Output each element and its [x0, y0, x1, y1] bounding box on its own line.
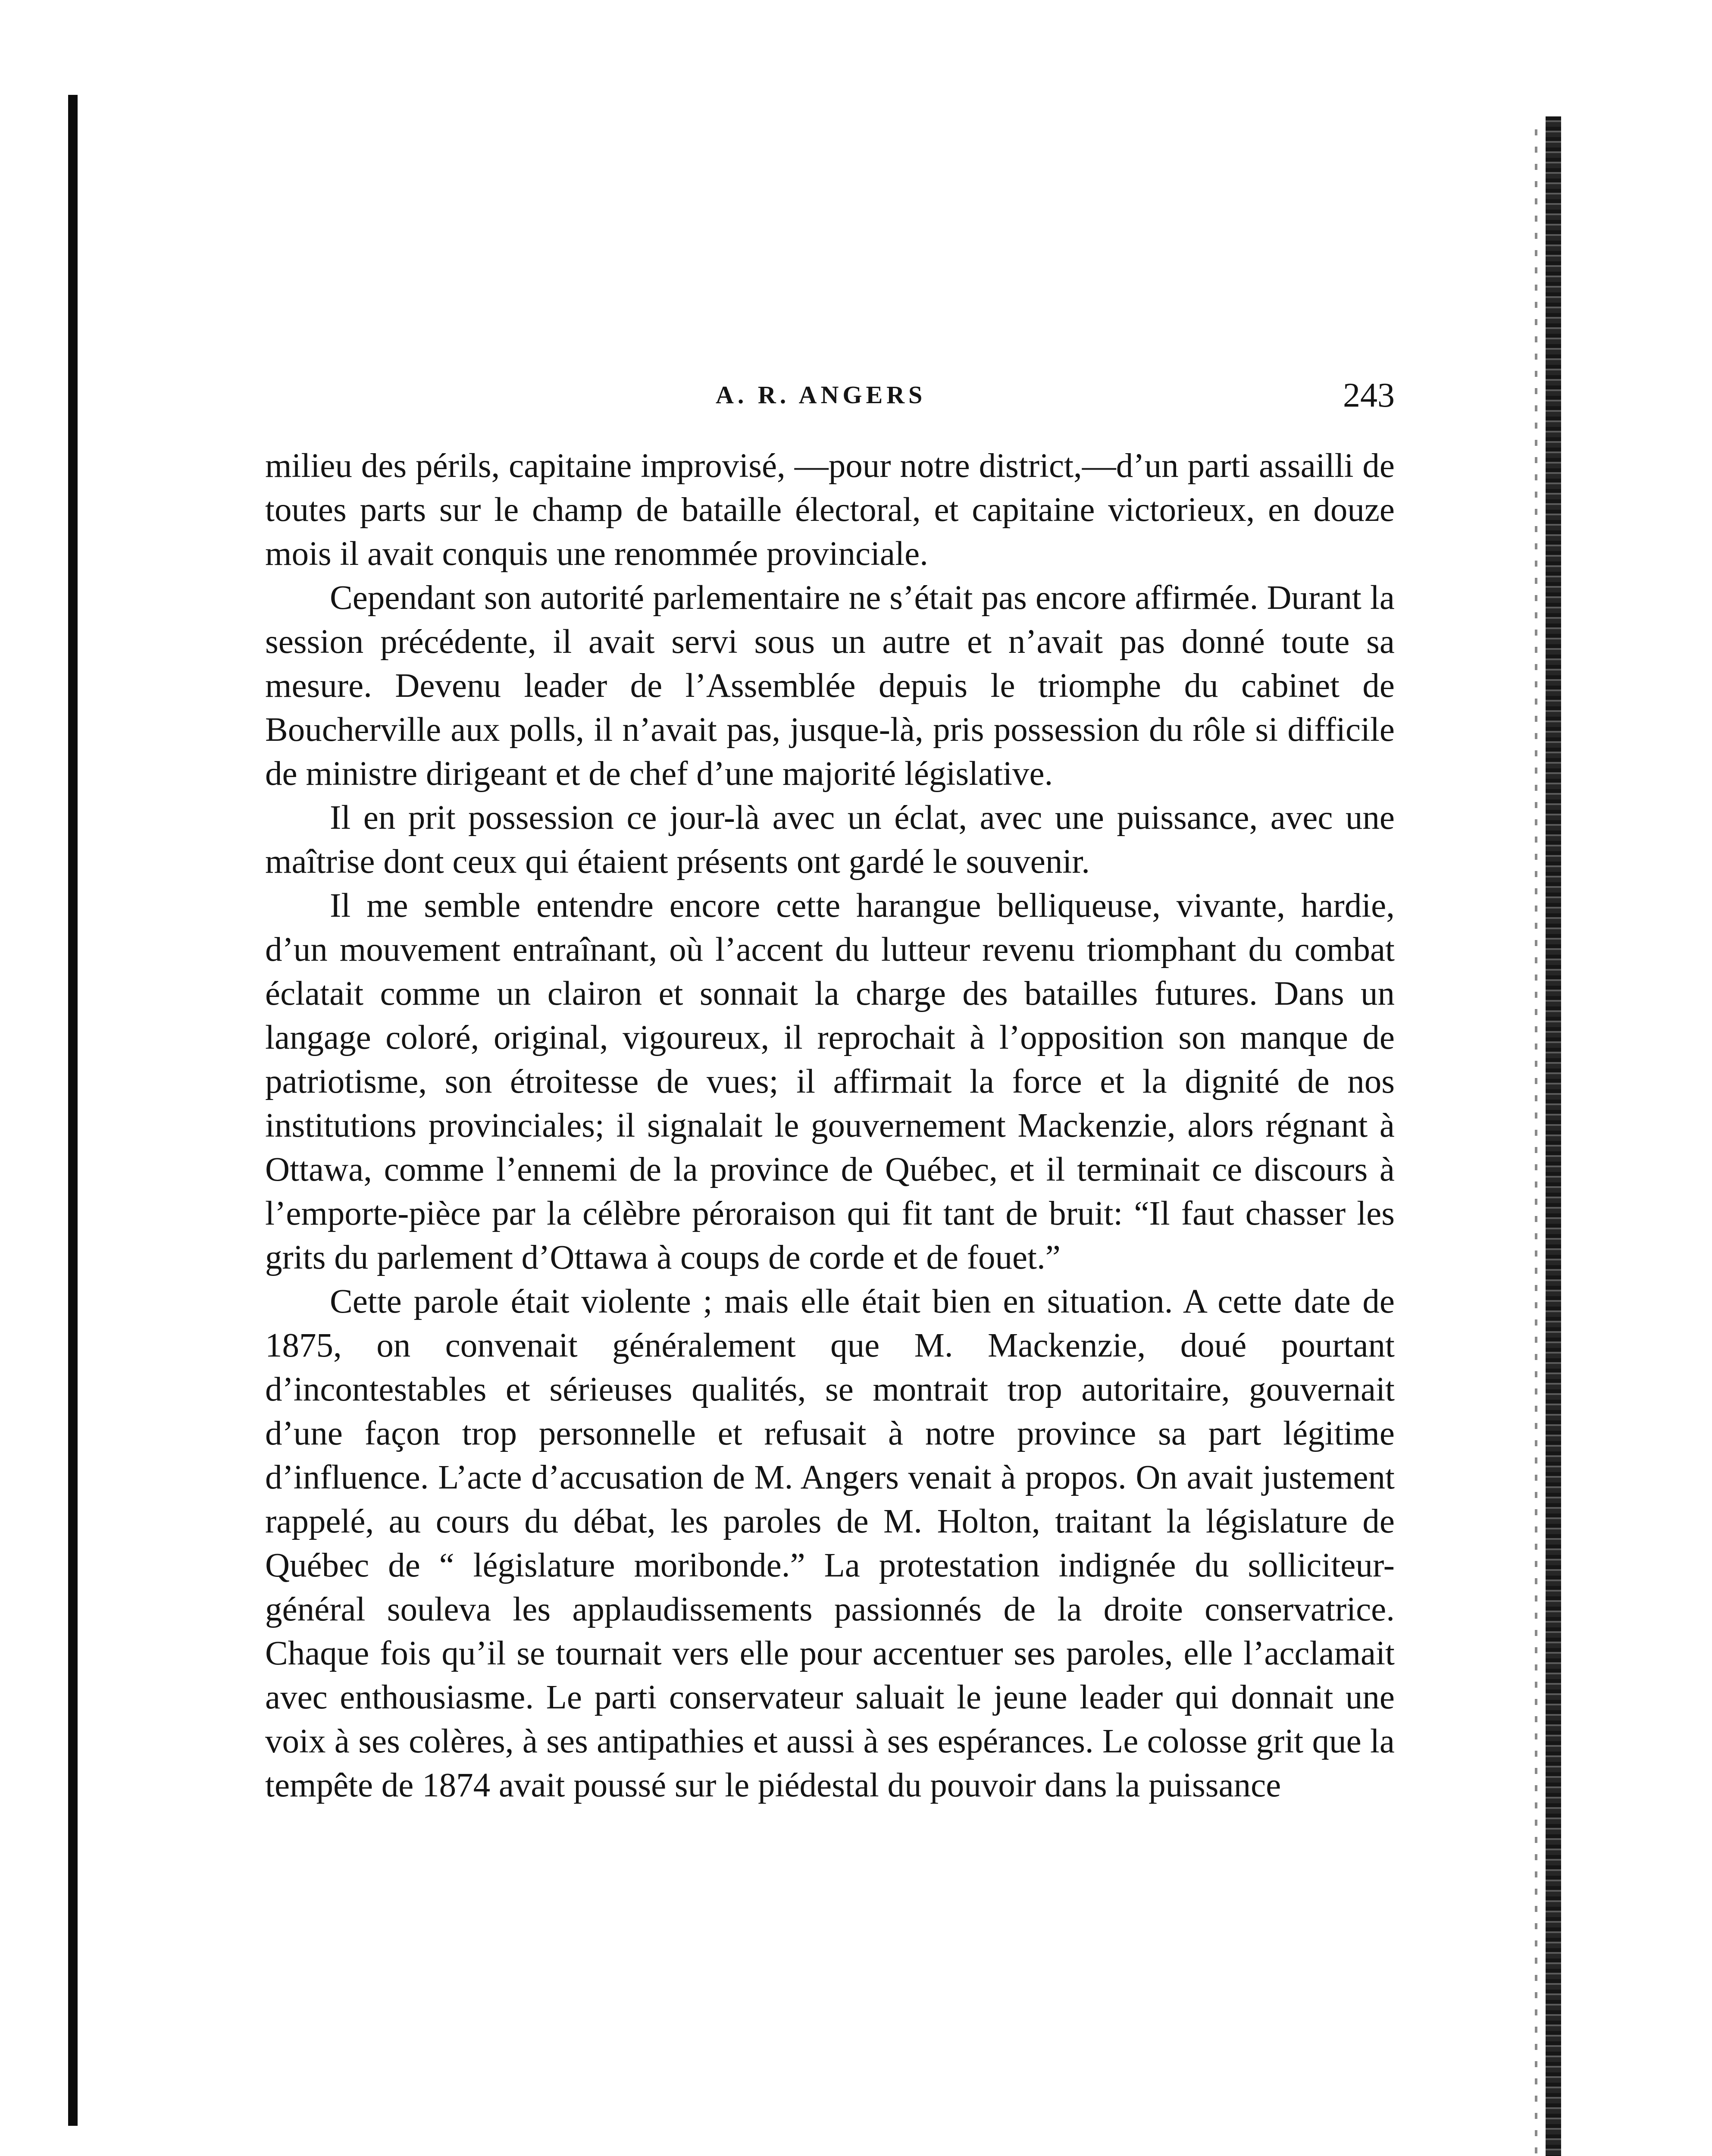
paragraph-1: milieu des périls, capitaine improvisé, —pour notre district,—d’un parti assailli de toutes parts sur le champ de bataille électoral, et capitaine victorieux, en douze mois il avait conquis une renommée provinciale.: [265, 447, 1395, 573]
paragraph-4: Il me semble entendre encore cette harangue belliqueuse, vivante, hardie, d’un mouvement entraînant, où l’accent du lutteur revenu triomphant du combat éclatait comme un clairon et sonnait la charge des batailles futures. Dans un langage coloré, original, vigoureux, il reprochait à l’opposition son manque de patriotisme, son étroitesse de vues; il affirmait la force et la dignité de nos institutions provinciales; il signalait le gouvernement Mackenzie, alors régnant à Ottawa, comme l’ennemi de la province de Québec, et il terminait ce discours à l’emporte-pièce par la célèbre péroraison qui fit tant de bruit: “Il faut chasser les grits du parlement d’Ottawa à coups de corde et de fouet.”: [265, 887, 1395, 1276]
running-head: A. R. ANGERS: [716, 381, 926, 409]
left-scan-rule: [68, 95, 78, 2126]
page-header: [265, 376, 1395, 428]
body-text: [265, 444, 1395, 1808]
page-number: 243: [1343, 376, 1395, 414]
paragraph-3: Il en prit possession ce jour-là avec un éclat, avec une puissance, avec une maîtrise dont ceux qui étaient présents ont gardé le souvenir.: [265, 799, 1395, 881]
right-page-edge: [1546, 116, 1561, 2156]
paragraph-5: Cette parole était violente ; mais elle était bien en situation. A cette date de 1875, on convenait généralement que M. Mackenzie, doué pourtant d’incontestables et sérieuses qualités, se montrait trop autoritaire, gouvernait d’une façon trop personnelle et refusait à notre province sa part légitime d’influence. L’acte d’accusation de M. Angers venait à propos. On avait justement rappelé, au cours du débat, les paroles de M. Holton, traitant la législature de Québec de “ législature moribonde.” La protestation indignée du solliciteur-général souleva les applaudissements passionnés de la droite conservatrice. Chaque fois qu’il se tournait vers elle pour accentuer ses paroles, elle l’acclamait avec enthousiasme. Le parti conservateur saluait le jeune leader qui donnait une voix à ses colères, à ses antipathies et aussi à ses espérances. Le colosse grit que la tempête de 1874 avait poussé sur le piédestal du pouvoir dans la puissance: [265, 1283, 1395, 1804]
right-edge-shadow: [1535, 129, 1537, 2156]
paragraph-2: Cependant son autorité parlementaire ne s’était pas encore affirmée. Durant la session précédente, il avait servi sous un autre et n’avait pas donné toute sa mesure. Devenu leader de l’Assemblée depuis le triomphe du cabinet de Boucherville aux polls, il n’avait pas, jusque-là, pris possession du rôle si difficile de ministre dirigeant et de chef d’une majorité législative.: [265, 579, 1395, 793]
